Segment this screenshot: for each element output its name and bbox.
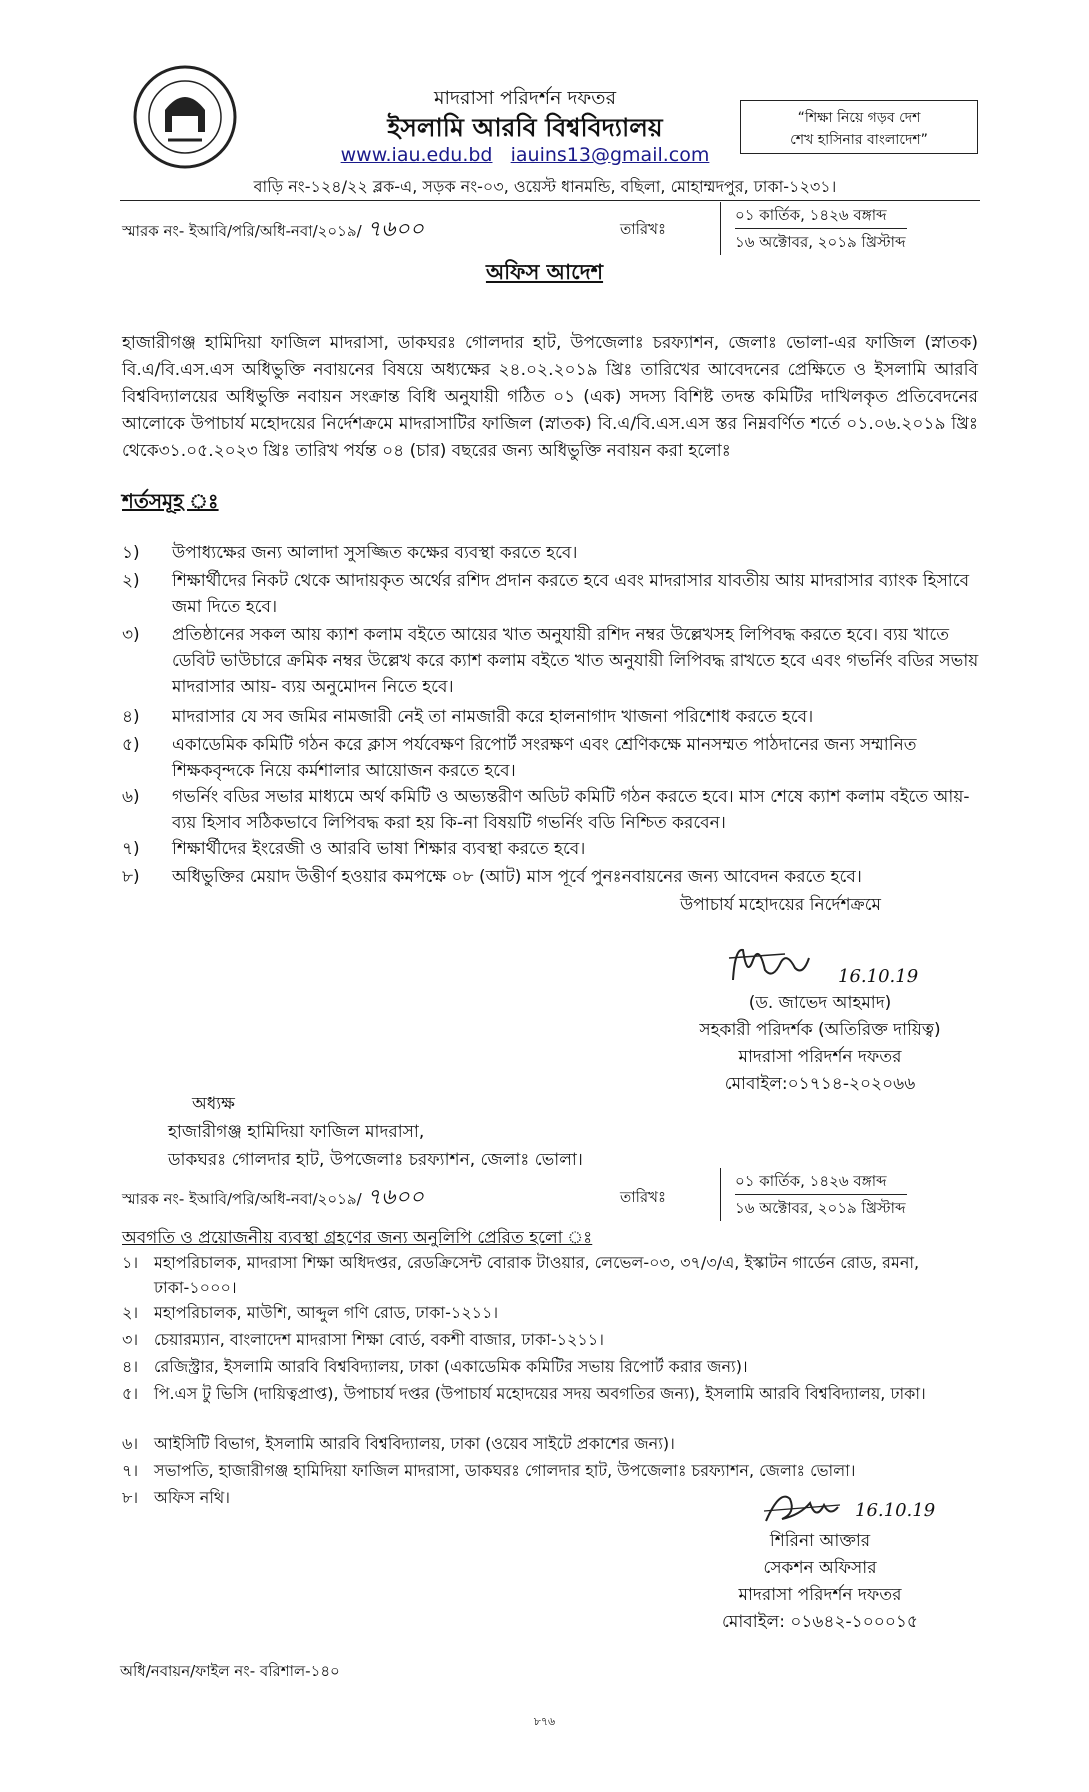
signatory-1-mobile: মোবাইল:০১৭১৪-২০২০৬৬ <box>724 1074 916 1094</box>
office-name: মাদরাসা পরিদর্শন দফতর <box>433 87 617 109</box>
condition-item: ২) শিক্ষার্থীদের নিকট থেকে আদায়কৃত অর্থের রশিদ প্রদান করতে হবে এবং মাদরাসার যাবতীয় আয় মাদরাসার ব্যাংক হিসাবে জমা দিতে হবে। <box>122 571 970 617</box>
copy-item: ৭। সভাপতি, হাজারীগঞ্জ হামিদিয়া ফাজিল মাদরাসা, ডাকঘরঃ গোলদার হাট, উপজেলাঃ চরফ্যাশন, জেলাঃ ভোলা। <box>122 1461 856 1480</box>
slogan-box <box>740 100 978 154</box>
memo-reference-2 <box>122 1180 424 1217</box>
recipient-line-2: ডাকঘরঃ গোলদার হাট, উপজেলাঃ চরফ্যাশন, জেলাঃ ভোলা। <box>168 1150 583 1170</box>
order-body: হাজারীগঞ্জ হামিদিয়া ফাজিল মাদরাসা, ডাকঘরঃ গোলদার হাট, উপজেলাঃ চরফ্যাশন, জেলাঃ ভোলা-এর ফাজিল (স্নাতক) বি.এ/বি.এস.এস অধিভুক্তি নবায়নের বিষয়ে অধ্যক্ষের ২৪.০২.২০১৯ খ্রিঃ তারিখের আবেদনের প্রেক্ষিতে ও ইসলামি আরবি বিশ্ববিদ্যালয়ের অধিভুক্তি নবায়ন সংক্রান্ত বিধি অনুযায়ী গঠিত ০১ (এক) সদস্য বিশিষ্ট তদন্ত কমিটির দাখিলকৃত প্রতিবেদনের আলোকে উপাচার্য মহোদয়ের নির্দেশক্রমে মাদরাসাটির ফাজিল (স্নাতক) বি.এ/বি.এস.এস স্তর নিম্নবর্ণিত শর্তে ০১.০৬.২০১৯ খ্রিঃ থেকে৩১.০৫.২০২৩ খ্রিঃ তারিখ পর্যন্ত ০৪ (চার) বছরের জন্য অধিভুক্তি নবায়ন করা হলোঃ <box>122 333 978 461</box>
condition-item: ১) উপাধ্যক্ষের জন্য আলাদা সুসজ্জিত কক্ষের ব্যবস্থা করতে হবে। <box>122 543 578 563</box>
signature-2-date: 16.10.19 <box>855 1500 936 1521</box>
directive-line: উপাচার্য মহোদয়ের নির্দেশক্রমে <box>680 895 881 915</box>
signatory-2-block <box>660 1528 980 1636</box>
date-label: তারিখঃ <box>620 1188 666 1206</box>
copy-item: ৬। আইসিটি বিভাগ, ইসলামি আরবি বিশ্ববিদ্যালয়, ঢাকা (ওয়েব সাইটে প্রকাশের জন্য)। <box>122 1434 675 1453</box>
date-english: ১৬ অক্টোবর, ২০১৯ খ্রিস্টাব্দ <box>735 1199 906 1217</box>
signature-1-date: 16.10.19 <box>838 966 919 987</box>
memo-date-2 <box>720 1168 907 1221</box>
website-link[interactable]: www.iau.edu.bd <box>340 144 493 166</box>
copy-to-title: অবগতি ও প্রয়োজনীয় ব্যবস্থা গ্রহণের জন্য অনুলিপি প্রেরিত হলো ঃ <box>122 1228 593 1248</box>
condition-item: ৭) শিক্ষার্থীদের ইংরেজী ও আরবি ভাষা শিক্ষার ব্যবস্থা করতে হবে। <box>122 839 586 859</box>
conditions-title: শর্তসমূহ ঃ <box>122 489 219 513</box>
page-number: ৮৭৬ <box>533 1715 556 1728</box>
condition-item: ৮) অধিভুক্তির মেয়াদ উত্তীর্ণ হওয়ার কমপক্ষে ০৮ (আট) মাস পূর্বে পুনঃনবায়নের জন্য আবেদন করতে হবে। <box>122 867 862 887</box>
header-divider <box>120 200 980 201</box>
memo-reference <box>122 212 424 249</box>
signatory-1-name: (ড. জাভেদ আহমাদ) <box>748 993 892 1013</box>
date-english: ১৬ অক্টোবর, ২০১৯ খ্রিস্টাব্দ <box>735 233 906 251</box>
slogan-line-2: শেখ হাসিনার বাংলাদেশ” <box>790 132 928 148</box>
recipient-block <box>168 1090 583 1174</box>
signatory-2-mobile: মোবাইল: ০১৬৪২-১০০০১৫ <box>722 1612 918 1632</box>
copy-item: ৫। পি.এস টু ভিসি (দায়িত্বপ্রাপ্ত), উপাচার্য দপ্তর (উপাচার্য মহোদয়ের সদয় অবগতির জন্য), ইসলামি আরবি বিশ্ববিদ্যালয়, ঢাকা। <box>122 1384 926 1403</box>
email-link[interactable]: iauins13@gmail.com <box>510 144 710 166</box>
memo-date <box>720 202 907 255</box>
condition-item: ৩) প্রতিষ্ঠানের সকল আয় ক্যাশ কলাম বইতে আয়ের খাত অনুযায়ী রশিদ নম্বর উল্লেখসহ লিপিবদ্ধ করতে হবে। ব্যয় খাতে ডেবিট ভাউচারে ক্রমিক নম্বর উল্লেখ করে ক্যাশ কলাম বইতে খাত অনুযায়ী লিপিবদ্ধ রাখতে হবে এবং গভর্নিং বডির সভায় মাদরাসার আয়- ব্যয় অনুমোদন নিতে হবে। <box>122 625 979 697</box>
signatory-2-designation: সেকশন অফিসার <box>763 1558 877 1578</box>
university-logo <box>130 62 240 172</box>
contact-line <box>300 144 750 166</box>
signatory-1-office: মাদরাসা পরিদর্শন দফতর <box>738 1047 902 1067</box>
signatory-1-designation: সহকারী পরিদর্শক (অতিরিক্ত দায়িত্ব) <box>699 1020 941 1040</box>
copy-item: ১। মহাপরিচালক, মাদরাসা শিক্ষা অধিদপ্তর, রেডক্রিসেন্ট বোরাক টাওয়ার, লেভেল-০৩, ৩৭/৩/এ, ইস্কাটন গার্ডেন রোড, রমনা, ঢাকা-১০০০। <box>122 1253 920 1297</box>
signatory-2-office: মাদরাসা পরিদর্শন দফতর <box>738 1585 902 1605</box>
document-title: অফিস আদেশ <box>485 260 604 284</box>
date-bangla: ০১ কার্তিক, ১৪২৬ বঙ্গাব্দ <box>735 1168 907 1195</box>
university-name: ইসলামি আরবি বিশ্ববিদ্যালয় <box>387 113 663 142</box>
copy-item: ২। মহাপরিচালক, মাউশি, আব্দুল গণি রোড, ঢাকা-১২১১। <box>122 1303 499 1322</box>
copy-item: ৪। রেজিস্ট্রার, ইসলামি আরবি বিশ্ববিদ্যালয়, ঢাকা (একাডেমিক কমিটির সভায় রিপোর্ট করার জন্য)। <box>122 1357 748 1376</box>
memo-number: ৭৬০০ <box>366 1185 424 1210</box>
date-label: তারিখঃ <box>620 220 666 238</box>
condition-item: ৪) মাদরাসার যে সব জমির নামজারী নেই তা নামজারী করে হালনাগাদ খাজনা পরিশোধ করতে হবে। <box>122 707 814 727</box>
memo-label: স্মারক নং- ইআবি/পরি/অধি-নবা/২০১৯/ <box>122 222 362 240</box>
slogan-line-1: “শিক্ষা নিয়ে গড়ব দেশ <box>797 110 921 126</box>
file-number: অধি/নবায়ন/ফাইল নং- বরিশাল-১৪০ <box>120 1662 340 1680</box>
signatory-2-name: শিরিনা আক্তার <box>769 1531 871 1551</box>
condition-item: ৬) গভর্নিং বডির সভার মাধ্যমে অর্থ কমিটি ও অভ্যন্তরীণ অডিট কমিটি গঠন করতে হবে। মাস শেষে ক্যাশ কলাম বইতে আয়-ব্যয় হিসাব সঠিকভাবে লিপিবদ্ধ করা হয় কি-না বিষয়টি গভর্নিং বডি নিশ্চিত করবেন। <box>122 787 970 833</box>
date-bangla: ০১ কার্তিক, ১৪২৬ বঙ্গাব্দ <box>735 202 907 229</box>
office-address: বাড়ি নং-১২৪/২২ ব্লক-এ, সড়ক নং-০৩, ওয়েস্ট ধানমন্ডি, বছিলা, মোহাম্মদপুর, ঢাকা-১২৩১। <box>253 177 837 196</box>
condition-item: ৫) একাডেমিক কমিটি গঠন করে ক্লাস পর্যবেক্ষণ রিপোর্ট সংরক্ষণ এবং শ্রেণিকক্ষে মানসম্মত পাঠদানের জন্য সম্মানিত শিক্ষকবৃন্দকে নিয়ে কর্মশালার আয়োজন করতে হবে। <box>122 735 917 781</box>
memo-number: ৭৬০০ <box>366 217 424 242</box>
memo-label: স্মারক নং- ইআবি/পরি/অধি-নবা/২০১৯/ <box>122 1190 362 1208</box>
copy-item: ৮। অফিস নথি। <box>122 1488 230 1507</box>
signatory-1-block <box>660 990 980 1098</box>
recipient-title: অধ্যক্ষ <box>192 1094 235 1114</box>
copy-item: ৩। চেয়ারম্যান, বাংলাদেশ মাদরাসা শিক্ষা বোর্ড, বকশী বাজার, ঢাকা-১২১১। <box>122 1330 604 1349</box>
recipient-line-1: হাজারীগঞ্জ হামিদিয়া ফাজিল মাদরাসা, <box>168 1122 425 1142</box>
